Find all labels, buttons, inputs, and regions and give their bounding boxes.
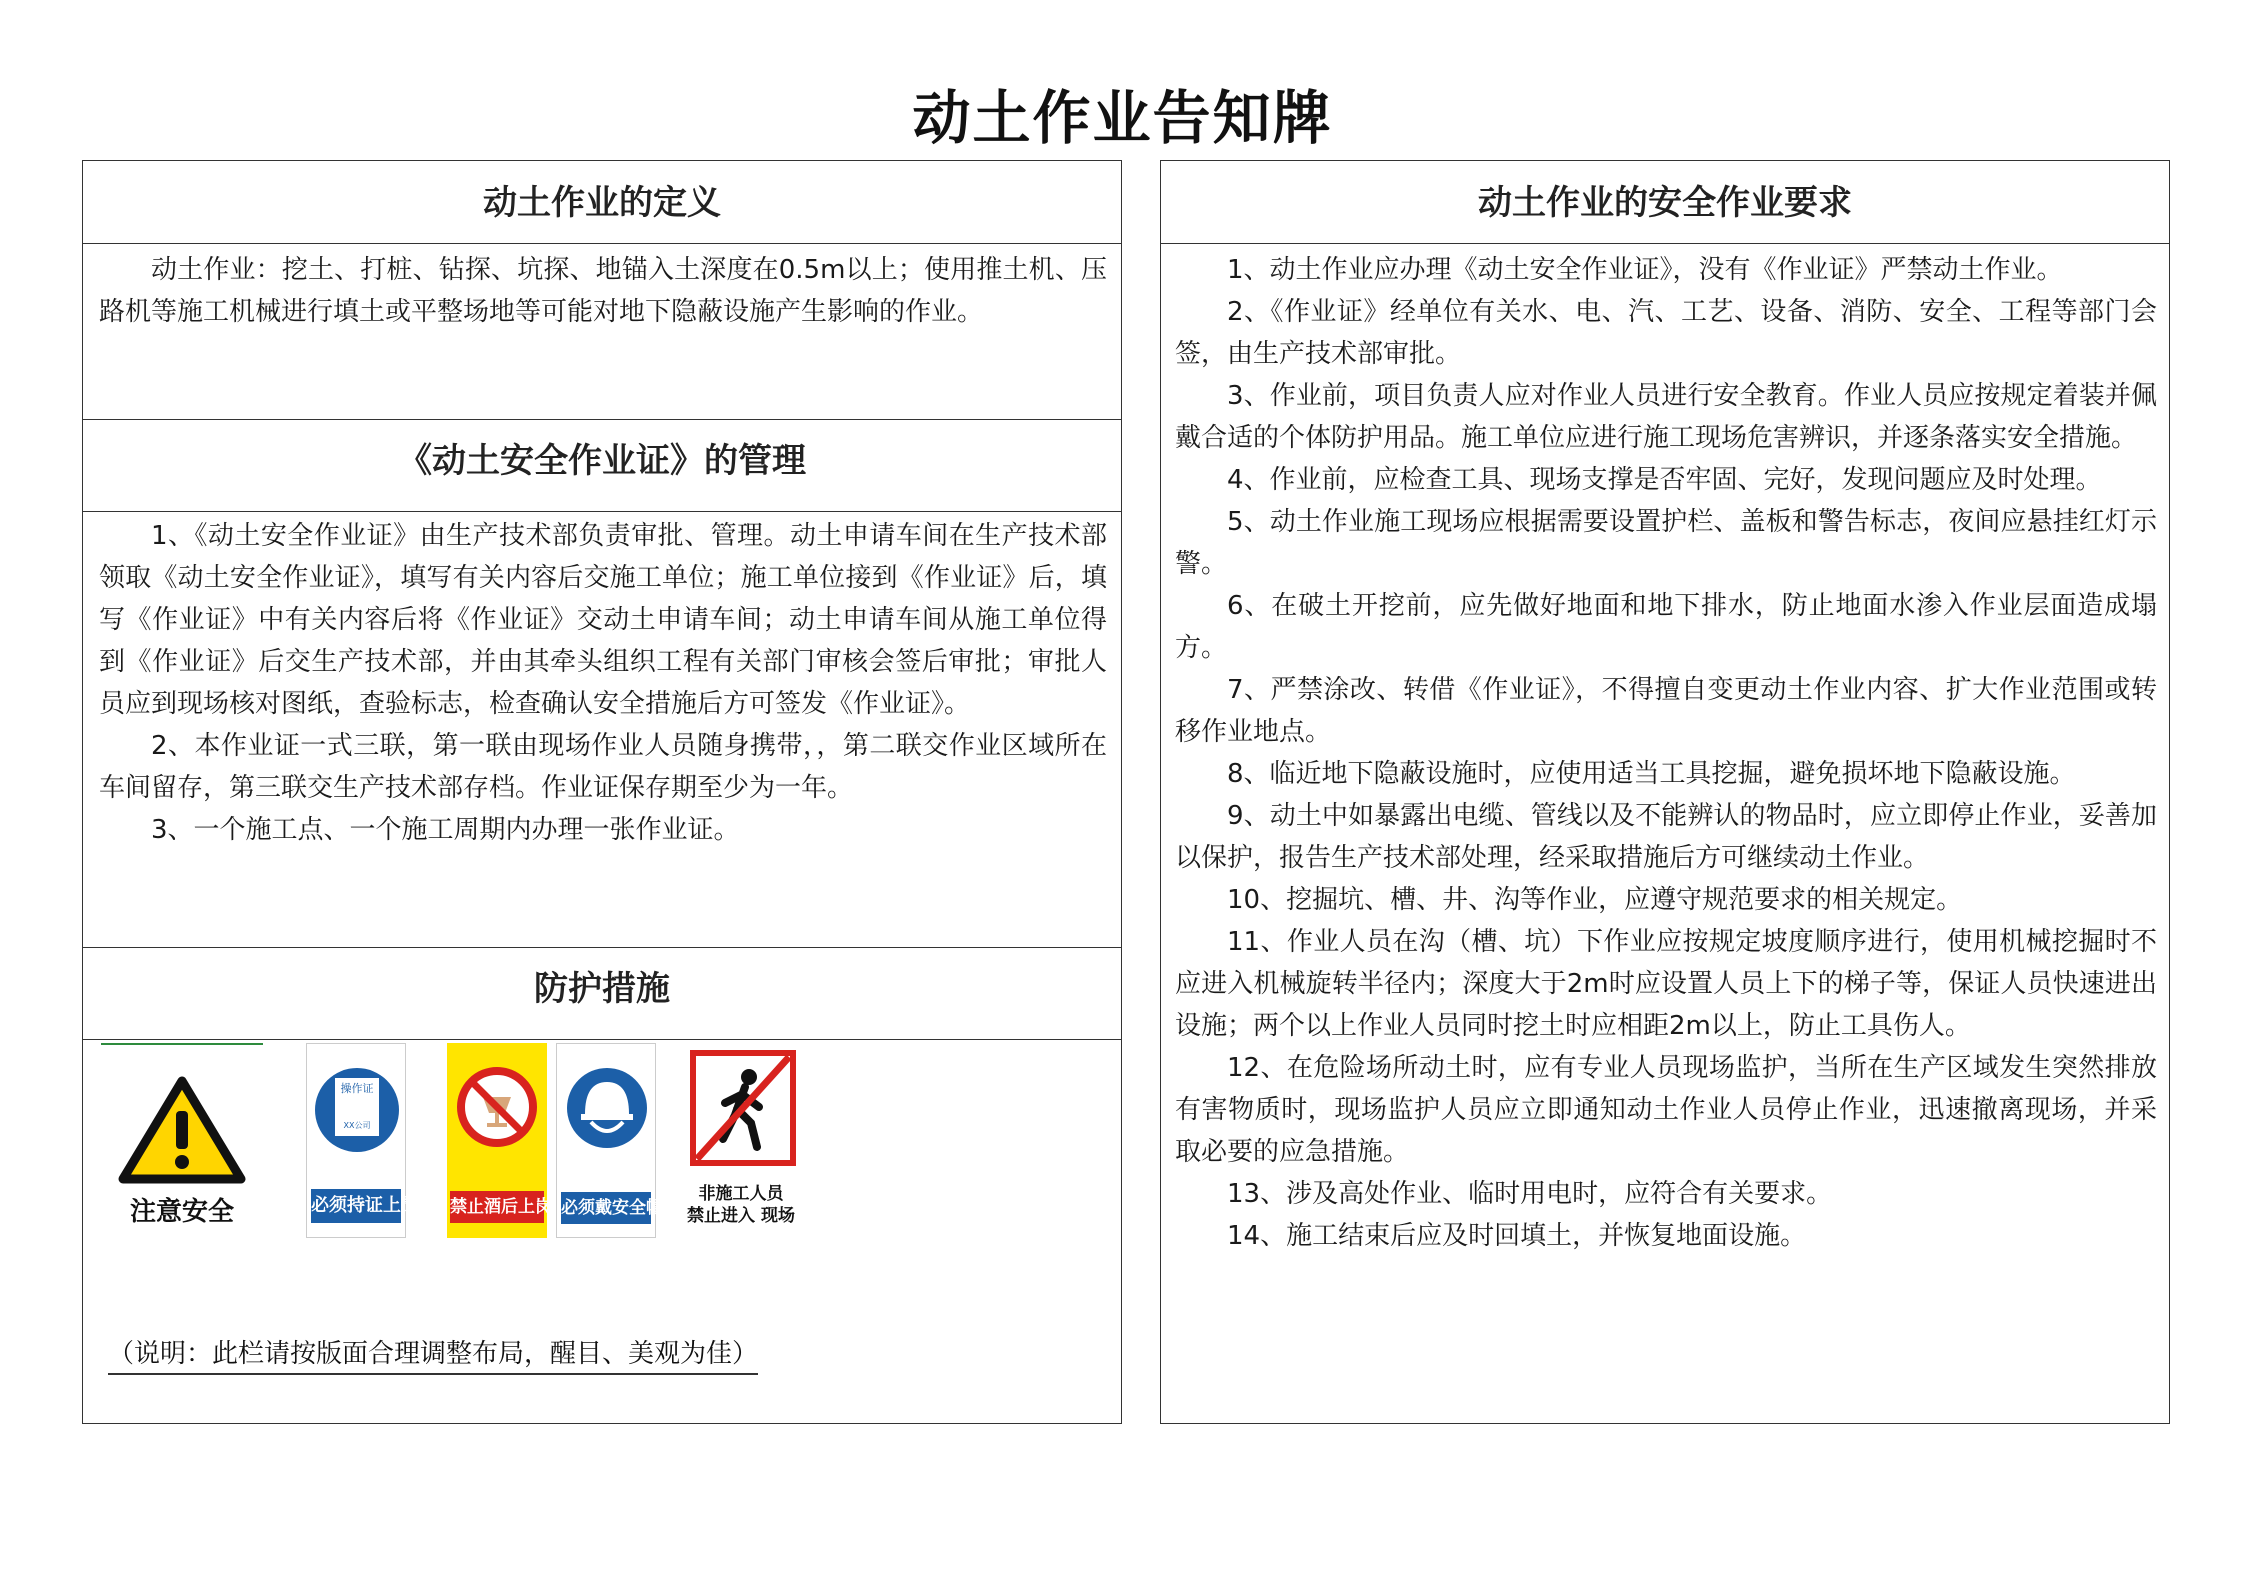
sign-label-line1: 非施工人员 (698, 1184, 784, 1204)
requirement-item: 4、作业前，应检查工具、现场支撑是否牢固、完好，发现问题应及时处理。 (1227, 465, 2102, 495)
sign-hard-hat (556, 1043, 663, 1238)
requirements-heading: 动土作业的安全作业要求 (1478, 183, 1852, 223)
protection-heading: 防护措施 (534, 969, 670, 1009)
safety-signs (101, 1043, 1101, 1243)
sign-caution (101, 1043, 263, 1238)
page-title: 动土作业告知牌 (912, 84, 1333, 152)
definition-text (99, 249, 1107, 333)
sign-label (671, 1183, 811, 1227)
divider (83, 947, 1121, 948)
divider (83, 419, 1121, 420)
no-drinking-icon (447, 1043, 547, 1183)
sign-label: 注意安全 (129, 1197, 234, 1227)
divider (1161, 243, 2169, 244)
requirement-item: 8、临近地下隐蔽设施时，应使用适当工具挖掘，避免损坏地下隐蔽设施。 (1227, 759, 2076, 789)
requirement-item: 6、在破土开挖前，应先做好地面和地下排水，防止地面水渗入作业层面造成塌方。 (1175, 591, 2157, 663)
divider (83, 243, 1121, 244)
requirement-item: 5、动土作业施工现场应根据需要设置护栏、盖板和警告标志，夜间应悬挂红灯示警。 (1175, 507, 2157, 579)
hard-hat-icon (557, 1044, 657, 1184)
requirement-item: 3、作业前，项目负责人应对作业人员进行安全教育。作业人员应按规定着装并佩戴合适的个体防护用品。施工单位应进行施工现场危害辨识，并逐条落实安全措施。 (1175, 381, 2157, 453)
divider (83, 1039, 1121, 1040)
requirements-text (1175, 249, 2157, 1257)
sign-label: 禁止酒后上岗 (450, 1191, 544, 1223)
requirement-item: 1、动土作业应办理《动土安全作业证》，没有《作业证》严禁动土作业。 (1227, 255, 2063, 285)
definition-paragraph: 动土作业：挖土、打桩、钻探、坑探、地锚入土深度在0.5m以上；使用推土机、压路机等施工机械进行填土或平整场地等可能对地下隐蔽设施产生影响的作业。 (99, 255, 1107, 327)
sign-label: 必须戴安全帽 (561, 1192, 651, 1224)
requirement-item: 2、《作业证》经单位有关水、电、汽、工艺、设备、消防、安全、工程等部门会签，由生产技术部审批。 (1175, 297, 2157, 369)
sign-certificate (306, 1043, 419, 1238)
no-entry-person-icon (671, 1043, 811, 1183)
requirement-item: 10、挖掘坑、槽、井、沟等作业，应遵守规范要求的相关规定。 (1227, 885, 1963, 915)
requirement-item: 9、动土中如暴露出电缆、管线以及不能辨认的物品时，应立即停止作业，妥善加以保护，报告生产技术部处理，经采取措施后方可继续动土作业。 (1175, 801, 2157, 873)
sign-label-line2: 禁止进入 现场 (687, 1206, 795, 1226)
management-paragraph: 2、本作业证一式三联，第一联由现场作业人员随身携带，，第二联交作业区域所在车间留存，第三联交生产技术部存档。作业证保存期至少为一年。 (99, 731, 1107, 803)
right-panel (1160, 160, 2170, 1424)
management-paragraph: 1、《动土安全作业证》由生产技术部负责审批、管理。动土申请车间在生产技术部领取《动土安全作业证》，填写有关内容后交施工单位；施工单位接到《作业证》后，填写《作业证》中有关内容后将《作业证》交动土申请车间；动土申请车间从施工单位得到《作业证》后交生产技术部，并由其牵头组织工程有关部门审核会签后审批；审批人员应到现场核对图纸，查验标志，检查确认安全措施后方可签发《作业证》。 (99, 521, 1107, 719)
definition-heading: 动土作业的定义 (483, 183, 721, 223)
management-paragraph: 3、一个施工点、一个施工周期内办理一张作业证。 (151, 815, 740, 845)
sign-no-entry (671, 1043, 811, 1238)
left-panel (82, 160, 1122, 1424)
certificate-icon (307, 1044, 407, 1184)
management-heading: 《动土安全作业证》的管理 (398, 441, 806, 481)
sign-top-text: 操作证 (340, 1082, 374, 1095)
requirement-item: 14、施工结束后应及时回填土，并恢复地面设施。 (1227, 1221, 1807, 1251)
requirement-item: 7、严禁涂改、转借《作业证》，不得擅自变更动土作业内容、扩大作业范围或转移作业地点。 (1175, 675, 2157, 747)
layout-note: （说明：此栏请按版面合理调整布局，醒目、美观为佳） (108, 1336, 758, 1375)
sign-no-drinking (447, 1043, 552, 1238)
sign-inner-text: XX公司 (343, 1121, 371, 1130)
divider (83, 511, 1121, 512)
requirement-item: 12、在危险场所动土时，应有专业人员现场监护，当所在生产区域发生突然排放有害物质时，现场监护人员应立即通知动土作业人员停止作业，迅速撤离现场，并采取必要的应急措施。 (1175, 1053, 2157, 1167)
management-text (99, 515, 1107, 851)
requirement-item: 11、作业人员在沟（槽、坑）下作业应按规定坡度顺序进行，使用机械挖掘时不应进入机械旋转半径内；深度大于2m时应设置人员上下的梯子等，保证人员快速进出设施；两个以上作业人员同时挖土时应相距2m以上，防止工具伤人。 (1175, 927, 2157, 1041)
requirement-item: 13、涉及高处作业、临时用电时，应符合有关要求。 (1227, 1179, 1833, 1209)
sign-label: 必须持证上岗 (311, 1189, 401, 1223)
